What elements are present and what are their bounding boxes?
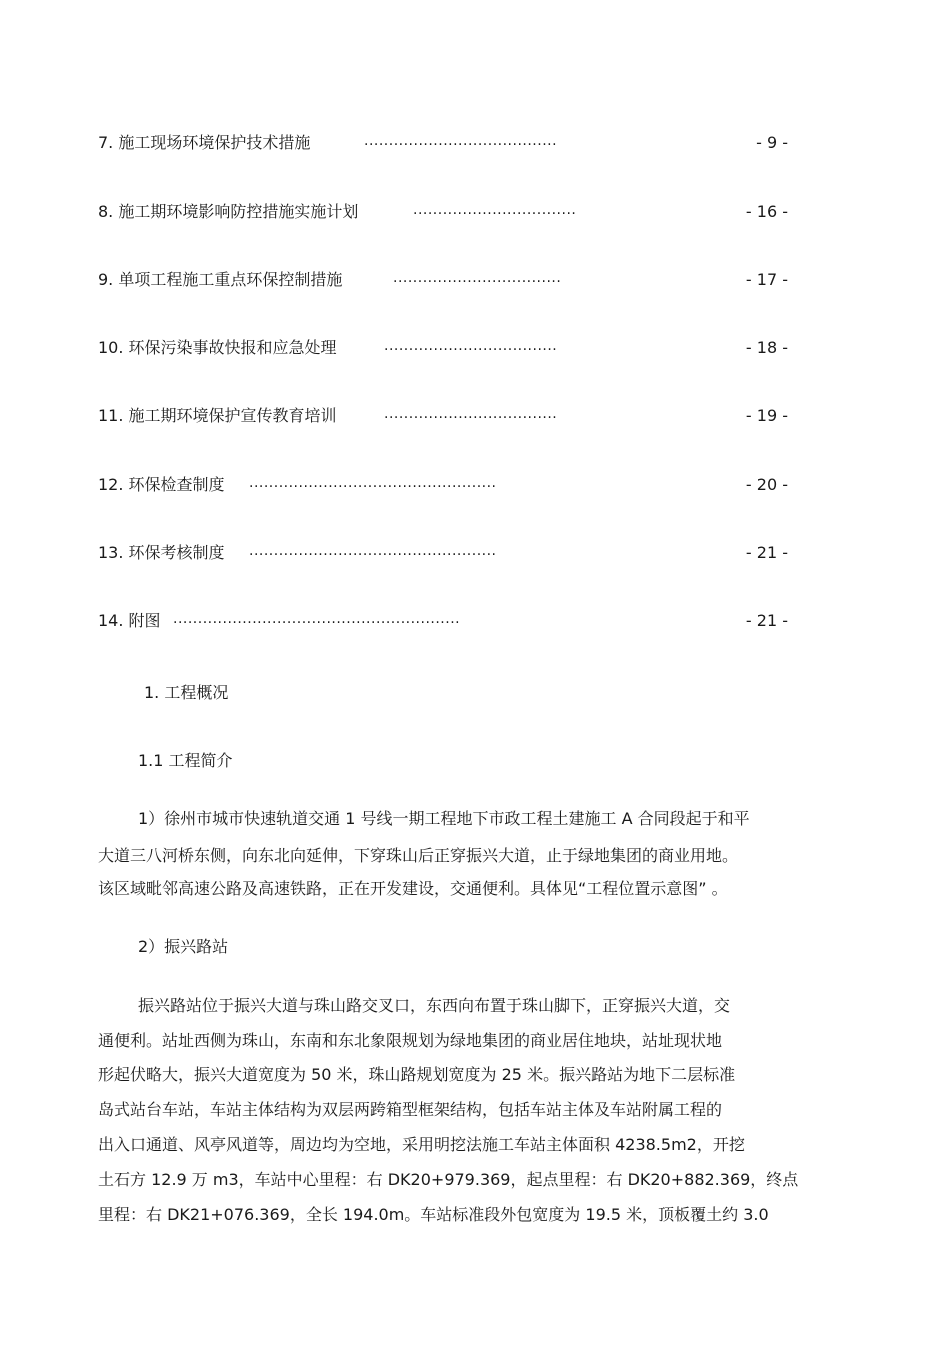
- toc-title: 12. 环保检查制度: [98, 475, 225, 494]
- paragraph-line: 通便利。站址西侧为珠山，东南和东北象限规划为绿地集团的商业居住地块，站址现状地: [98, 1031, 723, 1050]
- toc-entry[interactable]: [98, 609, 788, 633]
- toc-entry[interactable]: [98, 541, 788, 565]
- paragraph-line: 该区域毗邻高速公路及高速铁路，正在开发建设，交通便利。具体见“工程位置示意图” 。: [98, 879, 728, 898]
- paragraph-line: 土石方 12.9 万 m3，车站中心里程：右 DK20+979.369，起点里程：右 DK20+882.369，终点: [98, 1170, 799, 1189]
- toc-title: 14. 附图: [98, 611, 161, 630]
- toc-entry[interactable]: [98, 200, 788, 224]
- toc-page: - 17 -: [745, 270, 788, 289]
- toc-leader: ...................................: [384, 338, 558, 354]
- toc-title: 10. 环保污染事故快报和应急处理: [98, 338, 337, 357]
- toc-leader: ..................................................: [249, 475, 497, 491]
- toc-page: - 21 -: [745, 543, 788, 562]
- toc-page: - 16 -: [745, 202, 788, 221]
- paragraph-line: 出入口通道、风亭风道等，周边均为空地，采用明挖法施工车站主体面积 4238.5m2，开挖: [98, 1135, 745, 1154]
- paragraph-line: 形起伏略大，振兴大道宽度为 50 米，珠山路规划宽度为 25 米。振兴路站为地下二层标准: [98, 1065, 736, 1084]
- toc-leader: .................................: [413, 202, 577, 218]
- toc-leader: ..................................................: [249, 543, 497, 559]
- toc-page: - 21 -: [745, 611, 788, 630]
- toc-page: - 9 -: [756, 133, 788, 152]
- toc-title: 7. 施工现场环境保护技术措施: [98, 133, 311, 152]
- toc-title: 13. 环保考核制度: [98, 543, 225, 562]
- toc-leader: ...................................: [384, 406, 558, 422]
- toc-page: - 19 -: [745, 406, 788, 425]
- toc-title: 9. 单项工程施工重点环保控制措施: [98, 270, 343, 289]
- toc-entry[interactable]: [98, 473, 788, 497]
- paragraph-line: 1）徐州市城市快速轨道交通 1 号线一期工程地下市政工程土建施工 A 合同段起于和平: [138, 809, 750, 828]
- toc-page: - 20 -: [745, 475, 788, 494]
- paragraph-line: 大道三八河桥东侧，向东北向延伸，下穿珠山后正穿振兴大道，止于绿地集团的商业用地。: [98, 846, 739, 865]
- toc-title: 8. 施工期环境影响防控措施实施计划: [98, 202, 359, 221]
- toc-leader: ..................................: [393, 270, 562, 286]
- toc-entry[interactable]: [98, 404, 788, 428]
- paragraph-line: 里程：右 DK21+076.369，全长 194.0m。车站标准段外包宽度为 19.5 米，顶板覆土约 3.0: [98, 1205, 769, 1224]
- toc-entry[interactable]: [98, 131, 788, 155]
- toc-page: - 18 -: [745, 338, 788, 357]
- toc-entry[interactable]: [98, 268, 788, 292]
- paragraph-line: 振兴路站位于振兴大道与珠山路交叉口，东西向布置于珠山脚下，正穿振兴大道，交: [138, 996, 731, 1015]
- section-heading: 1. 工程概况: [144, 683, 229, 702]
- toc-leader: ..........................................................: [173, 611, 461, 627]
- subsection-heading: 2）振兴路站: [138, 937, 229, 956]
- toc-entry[interactable]: [98, 336, 788, 360]
- subsection-heading: 1.1 工程简介: [138, 751, 233, 770]
- toc-title: 11. 施工期环境保护宣传教育培训: [98, 406, 337, 425]
- toc-leader: .......................................: [364, 133, 558, 149]
- paragraph-line: 岛式站台车站，车站主体结构为双层两跨箱型框架结构，包括车站主体及车站附属工程的: [98, 1100, 723, 1119]
